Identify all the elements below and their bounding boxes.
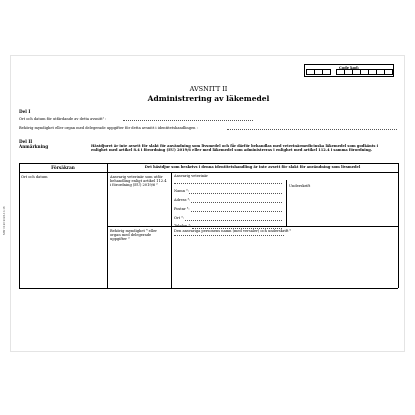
- del2-note: Hästdjuret är inte avsett för slakt för användning som livsmedel och får därför behandlas med veterinärmedicinska läkemedel som godkänts i enlighet med artikel 8.4 i förordning (EU) 2019/6 eller med läkemedel som administreras i enlighet med artikel 112.4 i samma förordning.: [91, 144, 379, 153]
- code-cells[interactable]: [306, 69, 392, 75]
- field-name-label: Namn ³:: [174, 189, 189, 193]
- code-label: Code kod:: [338, 66, 360, 70]
- authority-line[interactable]: [174, 235, 284, 236]
- field-phone-label: Telefon ³:: [174, 224, 192, 228]
- form-page: [10, 55, 405, 352]
- code-box: [304, 64, 394, 77]
- section-title: Administrering av läkemedel: [147, 94, 270, 103]
- field-city-label: Ort ³:: [174, 216, 184, 220]
- vet-block-text: Ansvarig veterinär som utför behandling enligt artikel 112.4 i förordning (EU) 2019/6 ²: [110, 175, 167, 188]
- del1-line1: Ort och datum för utfärdande av detta avsnitt¹ :: [19, 117, 107, 121]
- col1-header: Försäkran: [51, 165, 75, 170]
- del1-line2: Behörig myndighet eller organ med delegerade uppgifter för detta avsnitt i identitetshandlingen :: [19, 126, 198, 130]
- section-label: AVSNITT II: [189, 85, 228, 93]
- col2-header: Det hästdjur som beskrivs i denna identitetshandling är inte avsett för slakt för användning som livsmedel: [144, 165, 361, 169]
- signature-label: Underskrift: [289, 184, 311, 188]
- field-address-label: Adress ³:: [174, 198, 191, 202]
- field-city-input[interactable]: [185, 220, 282, 221]
- side-text: MW 0149 2023-10-18: [3, 206, 6, 235]
- field-address-input[interactable]: [191, 202, 282, 203]
- field-name-input[interactable]: [189, 193, 282, 194]
- vet-label: Ansvarig veterinär: [174, 174, 209, 178]
- field-postal-input[interactable]: [191, 211, 282, 212]
- del2-subheading: Anmärkning: [19, 144, 49, 149]
- del2-heading: Del II: [19, 139, 33, 144]
- del1-heading: Del I: [19, 109, 31, 114]
- field-postal-label: Postnr ³:: [174, 207, 190, 211]
- authority-block-text: Behörig myndighet ⁴ eller organ med delegerade uppgifter ⁵: [110, 229, 157, 242]
- del1-line2-field[interactable]: [227, 129, 397, 130]
- place-date-label: Ort och datum: [21, 175, 48, 179]
- del1-line1-field[interactable]: [123, 120, 253, 121]
- authority-label: Den ansvariga personens namn (med versaler) och underskrift ⁶: [174, 229, 292, 233]
- vet-line[interactable]: [174, 183, 282, 184]
